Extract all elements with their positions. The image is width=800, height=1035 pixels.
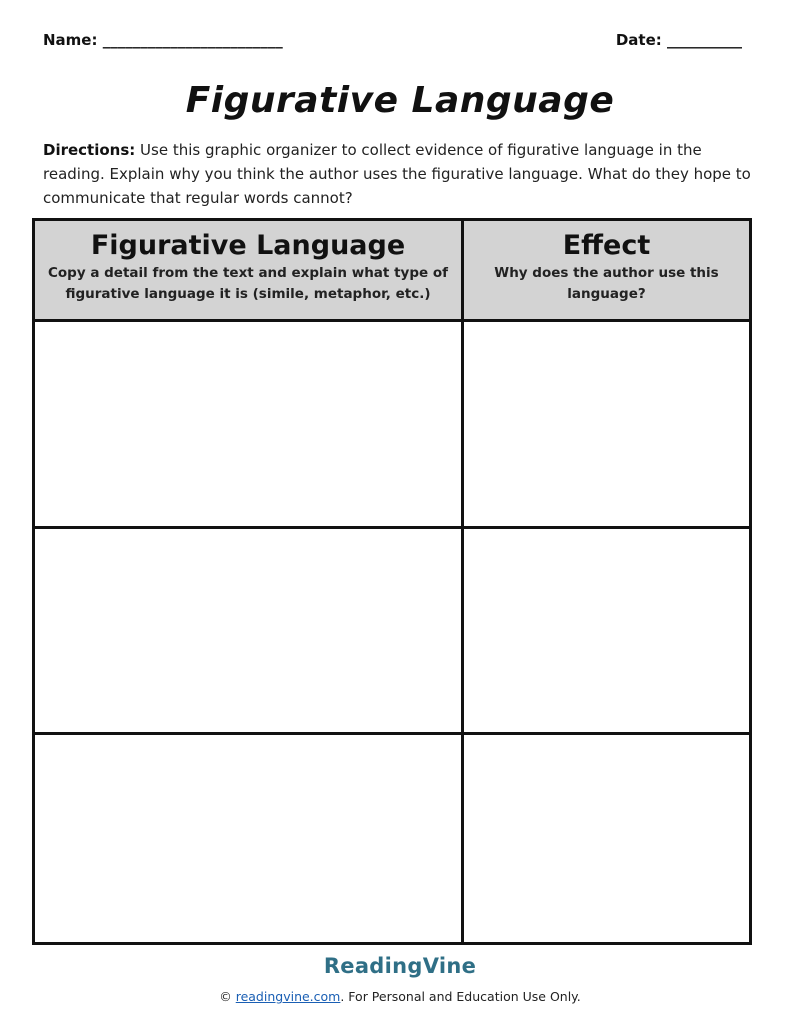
- directions-label: Directions:: [43, 141, 136, 159]
- column-header-subtitle: Why does the author use this language?: [494, 265, 719, 302]
- footer-usage-text: . For Personal and Education Use Only.: [340, 989, 581, 1004]
- column-header-subtitle: Copy a detail from the text and explain what type of figurative language it is (simile, metaphor, etc.): [47, 265, 448, 302]
- directions-text: Use this graphic organizer to collect evidence of figurative language in the reading. Explain why you think the author uses the figurative language. What do they hope to communicate that regular words cannot?: [43, 141, 751, 207]
- answer-cell-effect-2[interactable]: [464, 529, 749, 736]
- answer-cell-figurative-language-1[interactable]: [35, 322, 464, 529]
- answer-cell-effect-3[interactable]: [464, 735, 749, 942]
- name-date-row: [43, 31, 742, 55]
- name-field[interactable]: Name: ________________________: [43, 31, 283, 49]
- column-header-title: Figurative Language: [90, 230, 406, 261]
- answer-cell-figurative-language-2[interactable]: [35, 529, 464, 736]
- answer-cell-effect-1[interactable]: [464, 322, 749, 529]
- footer-copyright: [0, 989, 800, 1004]
- answer-cell-figurative-language-3[interactable]: [35, 735, 464, 942]
- directions-paragraph: [43, 138, 759, 210]
- column-header-effect: [464, 221, 749, 322]
- readingvine-link[interactable]: readingvine.com: [235, 989, 341, 1004]
- readingvine-logo: ReadingVine: [323, 954, 477, 978]
- worksheet-title: Figurative Language: [185, 80, 615, 121]
- column-header-figurative-language: [35, 221, 464, 322]
- column-header-title: Effect: [562, 230, 651, 261]
- copyright-symbol: ©: [219, 989, 236, 1004]
- date-field[interactable]: Date: __________: [615, 31, 742, 49]
- graphic-organizer-table: [32, 218, 752, 945]
